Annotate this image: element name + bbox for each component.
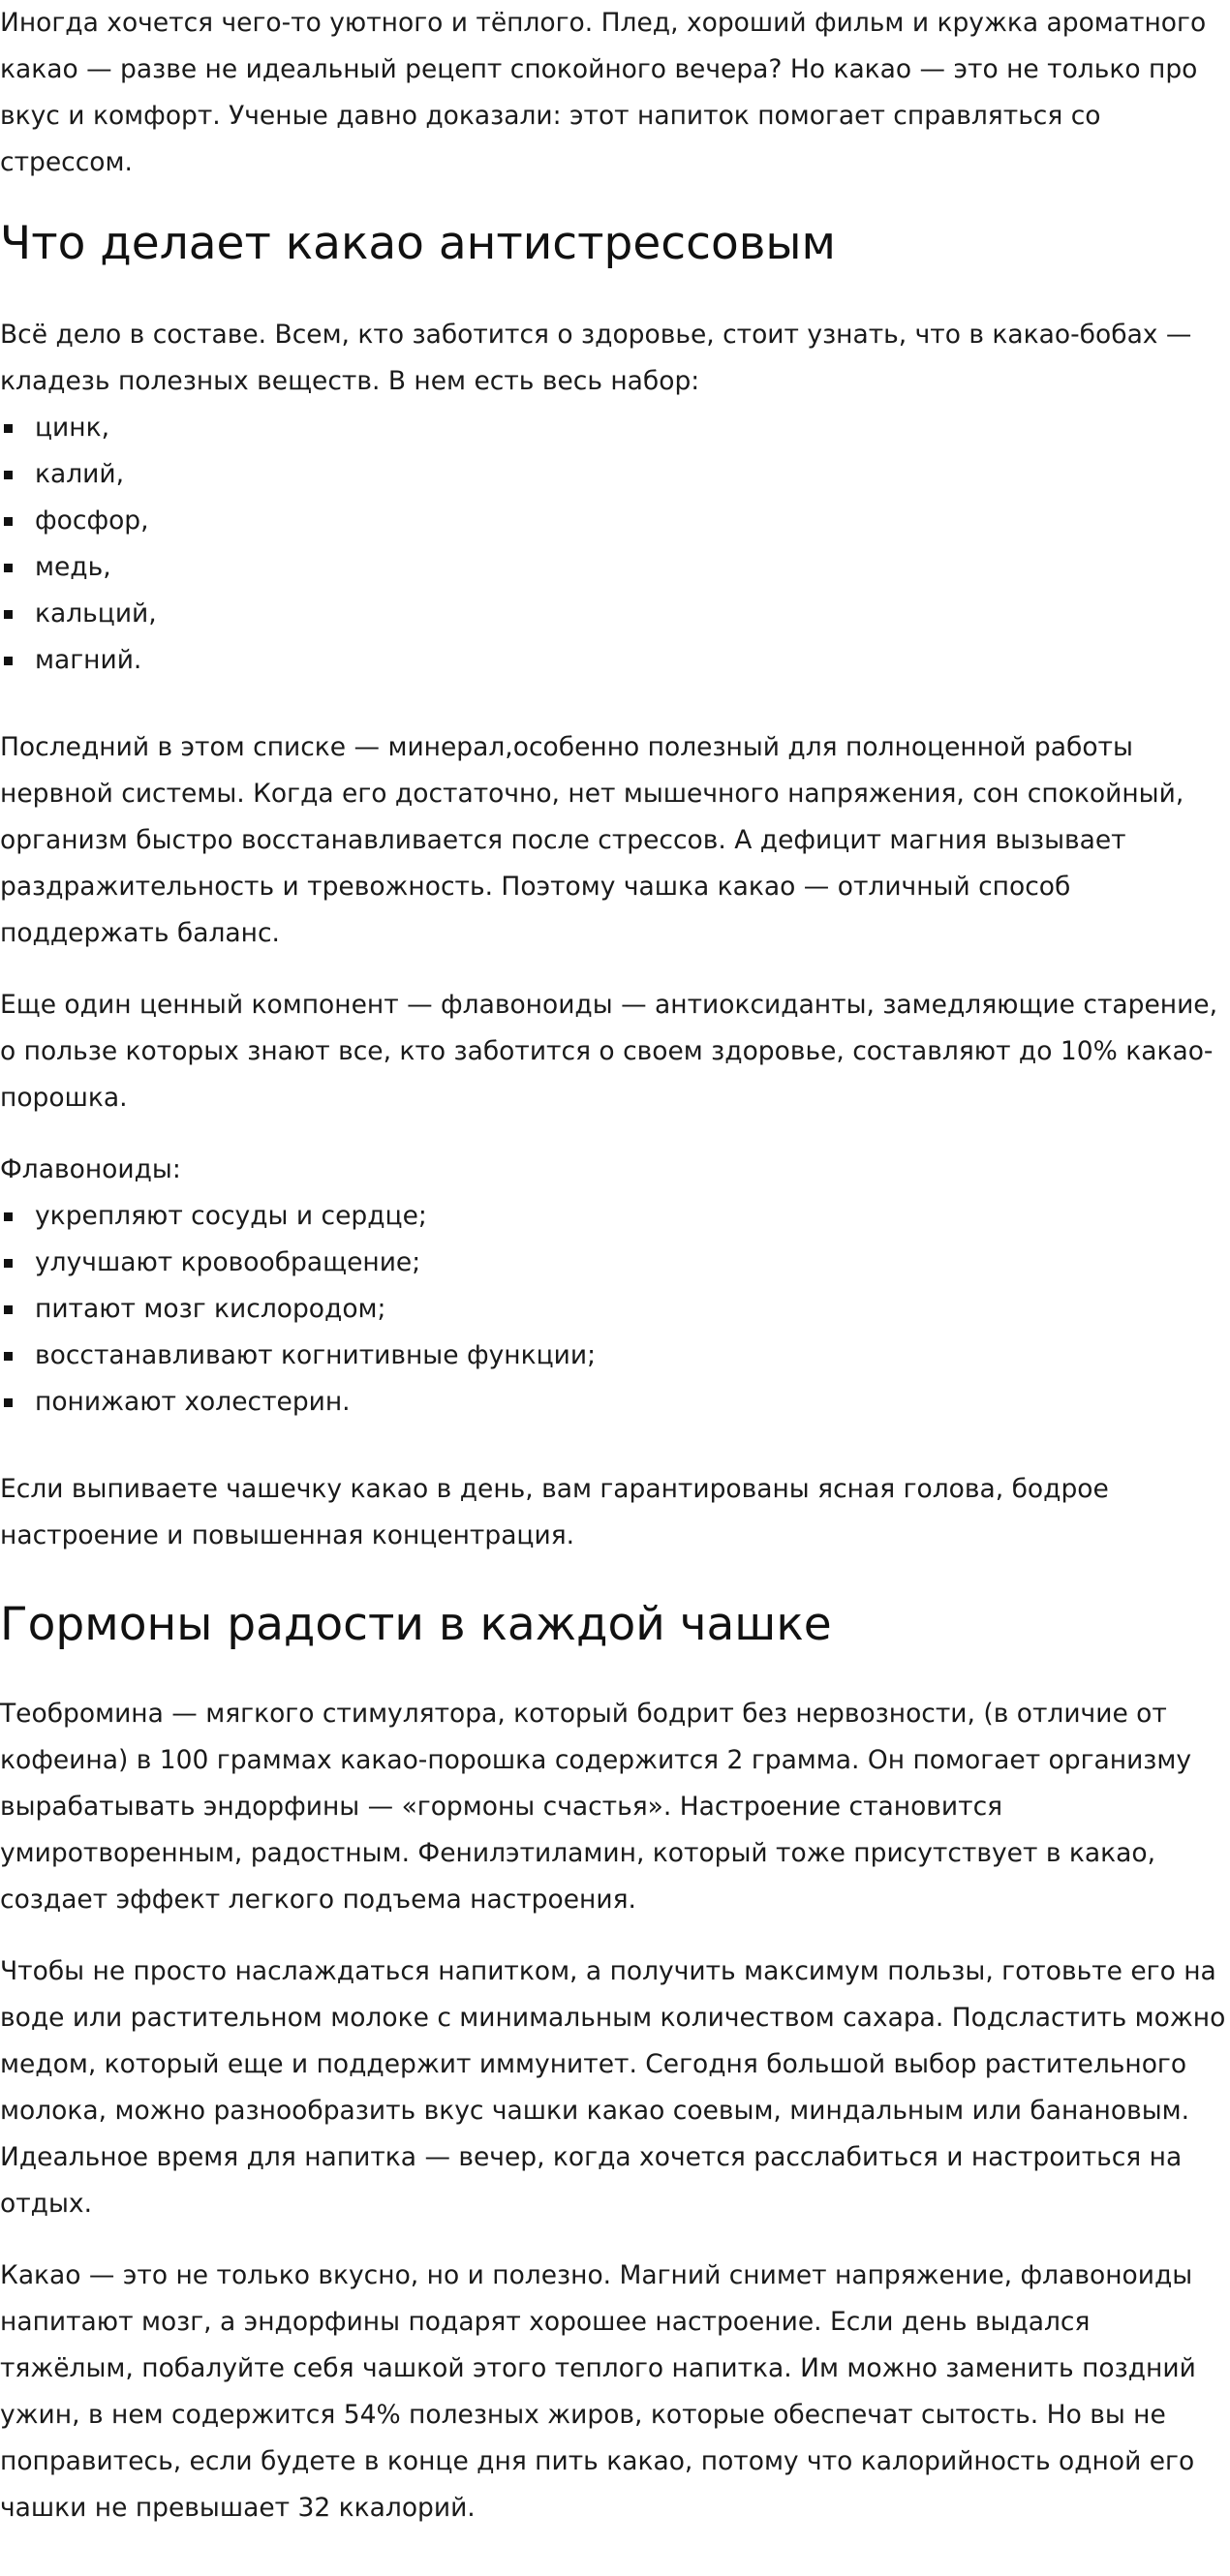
list-item: питают мозг кислородом; <box>0 1286 1230 1333</box>
flavonoids-list <box>0 1193 1230 1426</box>
daily-cup-paragraph: Если выпиваете чашечку какао в день, вам гарантированы ясная голова, бодрое настроение и повышенная концентрация. <box>0 1474 1109 1550</box>
list-item: кальций, <box>0 591 1230 637</box>
list-item: магний. <box>0 637 1230 684</box>
list-item: медь, <box>0 544 1230 591</box>
minerals-list <box>0 405 1230 684</box>
magnesium-paragraph: Последний в этом списке — минерал,особенно полезный для полноценной работы нервной системы. Когда его достаточно, нет мышечного напряжения, сон спокойный, организм быстро восстанавливается после стрессов. А дефицит магния вызывает раздражительность и тревожность. Поэтому чашка какао — отличный способ поддержать баланс. <box>0 732 1184 948</box>
theobromine-paragraph: Теобромина — мягкого стимулятора, который бодрит без нервозности, (в отличие от кофеина) в 100 граммах какао-порошка содержится 2 грамма. Он помогает организму вырабатывать эндорфины — «гормоны счастья». Настроение становится умиротворенным, радостным. Фенилэтиламин, который тоже присутствует в какао, создает эффект легкого подъема настроения. <box>0 1699 1192 1915</box>
conclusion-paragraph: Какао — это не только вкусно, но и полезно. Магний снимет напряжение, флавоноиды напитают мозг, а эндорфины подарят хорошее настроение. Если день выдался тяжёлым, побалуйте себя чашкой этого теплого напитка. Им можно заменить поздний ужин, в нем содержится 54% полезных жиров, которые обеспечат сытость. Но вы не поправитесь, если будете в конце дня пить какао, потому что калорийность одной его чашки не превышает 32 ккалорий. <box>0 2260 1196 2523</box>
list-item: фосфор, <box>0 498 1230 544</box>
list-item: восстанавливают когнитивные функции; <box>0 1333 1230 1379</box>
section-heading-happiness-hormones: Гормоны радости в каждой чашке <box>0 1598 832 1651</box>
list-item: укрепляют сосуды и сердце; <box>0 1193 1230 1240</box>
composition-paragraph: Всё дело в составе. Всем, кто заботится о здоровье, стоит узнать, что в какао-бобах — кладезь полезных веществ. В нем есть весь набор: <box>0 320 1192 396</box>
list-item: калий, <box>0 451 1230 498</box>
intro-paragraph: Иногда хочется чего-то уютного и тёплого. Плед, хороший фильм и кружка ароматного какао — разве не идеальный рецепт спокойного вечера? Но какао — это не только про вкус и комфорт. Ученые давно доказали: этот напиток помогает справляться со стрессом. <box>0 8 1207 177</box>
list-item: понижают холестерин. <box>0 1379 1230 1426</box>
list-item: цинк, <box>0 405 1230 451</box>
flavonoids-label: Флавоноиды: <box>0 1154 181 1184</box>
flavonoids-paragraph: Еще один ценный компонент — флавоноиды — антиоксиданты, замедляющие старение, о пользе которых знают все, кто заботится о своем здоровье, составляют до 10% какао-порошка. <box>0 990 1218 1113</box>
preparation-paragraph: Чтобы не просто наслаждаться напитком, а получить максимум пользы, готовьте его на воде или растительном молоке с минимальным количеством сахара. Подсластить можно медом, который еще и поддержит иммунитет. Сегодня большой выбор растительного молока, можно разнообразить вкус чашки какао соевым, миндальным или банановым. Идеальное время для напитка — вечер, когда хочется расслабиться и настроиться на отдых. <box>0 1956 1226 2219</box>
list-item: улучшают кровообращение; <box>0 1240 1230 1286</box>
section-heading-antistress: Что делает какао антистрессовым <box>0 217 836 270</box>
